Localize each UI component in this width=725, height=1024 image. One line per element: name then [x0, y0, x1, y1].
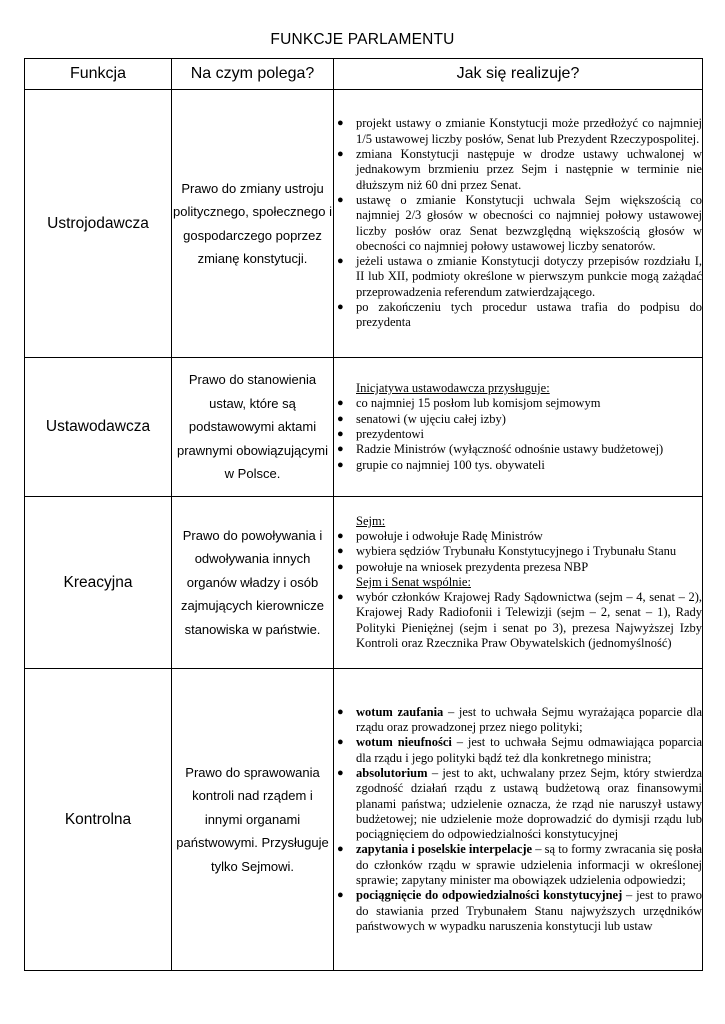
function-realization [334, 358, 703, 497]
list-item: ● po zakończeniu tych procedur ustawa trafia do podpisu do prezydenta [337, 299, 702, 330]
list-item: ● wotum nieufności – jest to uchwała Sejmu odmawiająca poparcia dla rządu i jego polityki bądź też dla konkretnego ministra; [337, 735, 702, 765]
function-description: Prawo do zmiany ustroju politycznego, społecznego i gospodarczego poprzez zmianę konstytucji. [172, 90, 334, 358]
list-item: ● powołuje i odwołuje Radę Ministrów [337, 528, 543, 543]
subheading: Inicjatywa ustawodawcza przysługuje: [356, 381, 550, 396]
table-row [25, 90, 703, 358]
term: wotum zaufania [356, 704, 444, 719]
list-item: ● wybór członków Krajowej Rady Sądownictwa (sejm – 4, senat – 2), Krajowej Rady Radiofonii i Telewizji (sejm – 2, senat – 1), Rady Polityki Pieniężnej (sejm i senat po 3), prezesa Najwyższej Izby Kontroli oraz Rzecznika Praw Obywatelskich (jednomyślność) [337, 590, 702, 651]
function-realization [334, 669, 703, 971]
subheading: Sejm i Senat wspólnie: [356, 574, 471, 589]
list-item: ● zmiana Konstytucji następuje w drodze ustawy uchwalonej w jednakowym brzmieniu przez Sejm i następnie w terminie nie dłuższym niż 60 dni przez Senat. [337, 147, 702, 192]
function-name: Ustrojodawcza [25, 90, 172, 358]
list-item: ● prezydentowi [337, 427, 425, 441]
table-header-row [25, 59, 703, 90]
list-item: ● wotum zaufania – jest to uchwała Sejmu wyrażająca poparcie dla rządu oraz prowadzonej przez niego polityki; [337, 704, 702, 735]
list-item: ● powołuje na wniosek prezydenta prezesa NBP [337, 559, 589, 574]
table-row [25, 358, 703, 497]
function-name: Kreacyjna [25, 497, 172, 669]
list-item: ● wybiera sędziów Trybunału Konstytucyjnego i Trybunału Stanu [337, 544, 677, 559]
function-description: Prawo do stanowienia ustaw, które są podstawowymi aktami prawnymi obowiązującymi w Polsce. [172, 358, 334, 497]
term: absolutorium [356, 765, 428, 780]
list-item: ● absolutorium – jest to akt, uchwalany przez Sejm, który stwierdza zgodność działań rządu z ustawą budżetową oraz finansowymi planami państwa; udzielenie oznacza, że rząd nie naruszył ustawy budżetowej; nie udzielenie może doprowadzić do dymisji rządu lub pociągnięciem do odpowiedzialności konstytucyjnej [337, 765, 702, 842]
table-row [25, 497, 703, 669]
list-item: ● grupie co najmniej 100 tys. obywateli [337, 457, 545, 472]
document-title: FUNKCJE PARLAMENTU [270, 31, 455, 48]
function-realization [334, 497, 703, 669]
list-item: ● zapytania i poselskie interpelacje – są to formy zwracania się posła do członków rządu w sprawie udzielenia informacji w określonej sprawie; zapytany minister ma obowiązek udzielenia odpowiedzi; [337, 842, 703, 888]
list-item: ● jeżeli ustawa o zmianie Konstytucji dotyczy przepisów rozdziału I, II lub XII, podmioty określone w pierwszym punkcie mogą zażądać przeprowadzenia referendum zatwierdzającego. [337, 254, 702, 299]
function-name: Ustawodawcza [25, 358, 172, 497]
header-realization: Jak się realizuje? [334, 59, 703, 90]
list-item: ● ustawę o zmianie Konstytucji uchwala Sejm większością co najmniej 2/3 głosów w obecności co najmniej połowy ustawowej liczby posłów oraz Senat bezwzględną większością głosów w obecności co najmniej połowy ustawowej liczby senatorów. [337, 192, 702, 253]
list-item: ● senatowi (w ujęciu całej izby) [337, 411, 506, 426]
function-description: Prawo do sprawowania kontroli nad rządem i innymi organami państwowymi. Przysługuje tylko Sejmowi. [172, 669, 334, 971]
term: wotum nieufności [356, 735, 452, 750]
function-realization [334, 90, 703, 358]
list-item: ● pociągnięcie do odpowiedzialności konstytucyjnej – jest to prawo do stawiania przed Trybunałem Stanu najwyższych urzędników państwowych w wypadku naruszenia konstytucji lub ustaw [337, 888, 702, 933]
list-item: ● co najmniej 15 posłom lub komisjom sejmowym [337, 396, 601, 411]
term: zapytania i poselskie interpelacje [356, 842, 533, 857]
table-row [25, 669, 703, 971]
list-item: ● projekt ustawy o zmianie Konstytucji może przedłożyć co najmniej 1/5 ustawowej liczby posłów, Senat lub Prezydent Rzeczypospolitej. [337, 116, 702, 146]
list-item: ● Radzie Ministrów (wyłączność odnośnie ustawy budżetowej) [337, 442, 664, 457]
subheading: Sejm: [356, 513, 386, 528]
function-description: Prawo do powoływania i odwoływania innych organów władzy i osób zajmujących kierownicze stanowiska w państwie. [172, 497, 334, 669]
function-name: Kontrolna [25, 669, 172, 971]
term: pociągnięcie do odpowiedzialności konstytucyjnej [356, 888, 623, 903]
functions-table [24, 58, 703, 971]
header-description: Na czym polega? [172, 59, 334, 90]
header-function: Funkcja [25, 59, 172, 90]
